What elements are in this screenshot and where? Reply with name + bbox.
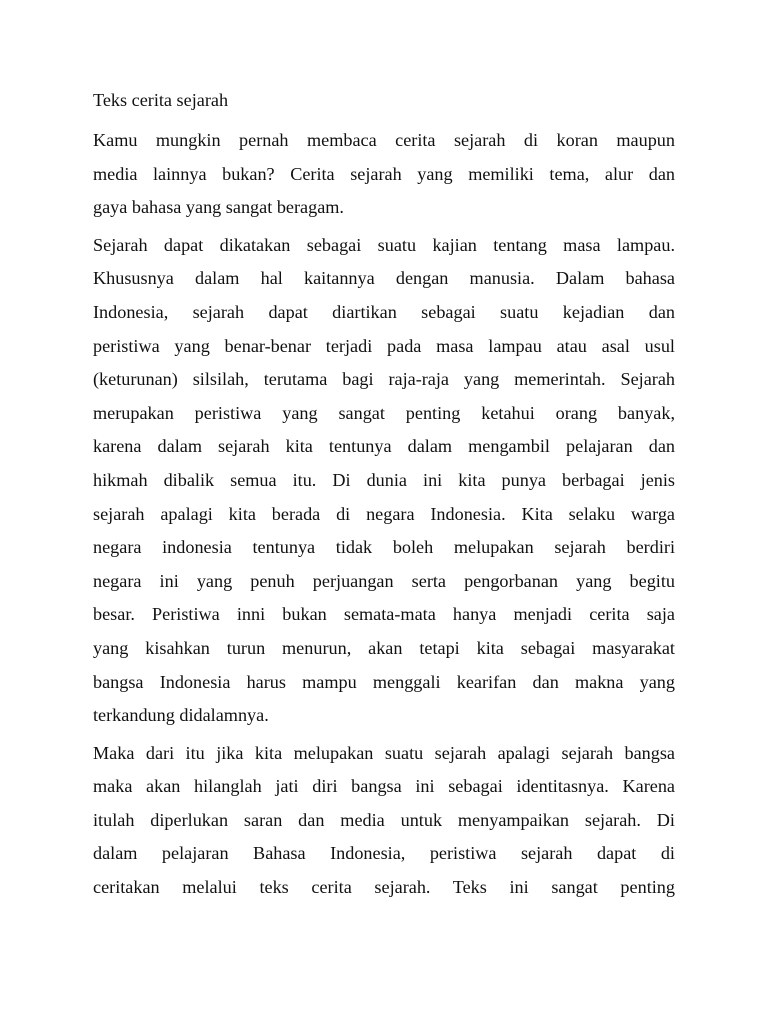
paragraph-2 <box>93 229 675 733</box>
text-line: karena dalam sejarah kita tentunya dalam mengambil pelajaran dan <box>93 436 675 457</box>
document-page <box>93 86 675 905</box>
text-line: gaya bahasa yang sangat beragam. <box>93 197 344 218</box>
text-line: Sejarah dapat dikatakan sebagai suatu kajian tentang masa lampau. <box>93 234 675 255</box>
text-line: besar. Peristiwa inni bukan semata-mata hanya menjadi cerita saja <box>93 604 675 625</box>
text-line: bangsa Indonesia harus mampu menggali kearifan dan makna yang <box>93 671 675 692</box>
text-line: itulah diperlukan saran dan media untuk menyampaikan sejarah. Di <box>93 809 675 830</box>
text-line: negara ini yang penuh perjuangan serta pengorbanan yang begitu <box>93 570 675 591</box>
text-line: Maka dari itu jika kita melupakan suatu sejarah apalagi sejarah bangsa <box>93 742 675 763</box>
paragraph-1 <box>93 124 675 225</box>
text-line: negara indonesia tentunya tidak boleh melupakan sejarah berdiri <box>93 537 675 558</box>
paragraph-3 <box>93 737 675 905</box>
text-line: Khususnya dalam hal kaitannya dengan manusia. Dalam bahasa <box>93 268 675 289</box>
text-line: (keturunan) silsilah, terutama bagi raja-raja yang memerintah. Sejarah <box>93 369 675 390</box>
text-line: sejarah apalagi kita berada di negara Indonesia. Kita selaku warga <box>93 503 675 524</box>
text-line: hikmah dibalik semua itu. Di dunia ini kita punya berbagai jenis <box>93 469 675 490</box>
text-line: Indonesia, sejarah dapat diartikan sebagai suatu kejadian dan <box>93 301 675 322</box>
text-line: peristiwa yang benar-benar terjadi pada masa lampau atau asal usul <box>93 335 675 356</box>
text-line: ceritakan melalui teks cerita sejarah. Teks ini sangat penting <box>93 877 675 898</box>
text-line: terkandung didalamnya. <box>93 705 269 726</box>
text-line: yang kisahkan turun menurun, akan tetapi kita sebagai masyarakat <box>93 637 675 658</box>
text-line: maka akan hilanglah jati diri bangsa ini sebagai identitasnya. Karena <box>93 776 675 797</box>
text-line: Kamu mungkin pernah membaca cerita sejarah di koran maupun <box>93 130 675 150</box>
document-title: Teks cerita sejarah <box>93 90 229 110</box>
text-line: dalam pelajaran Bahasa Indonesia, peristiwa sejarah dapat di <box>93 843 675 864</box>
text-line: merupakan peristiwa yang sangat penting ketahui orang banyak, <box>93 402 675 423</box>
text-line: media lainnya bukan? Cerita sejarah yang memiliki tema, alur dan <box>93 163 675 184</box>
